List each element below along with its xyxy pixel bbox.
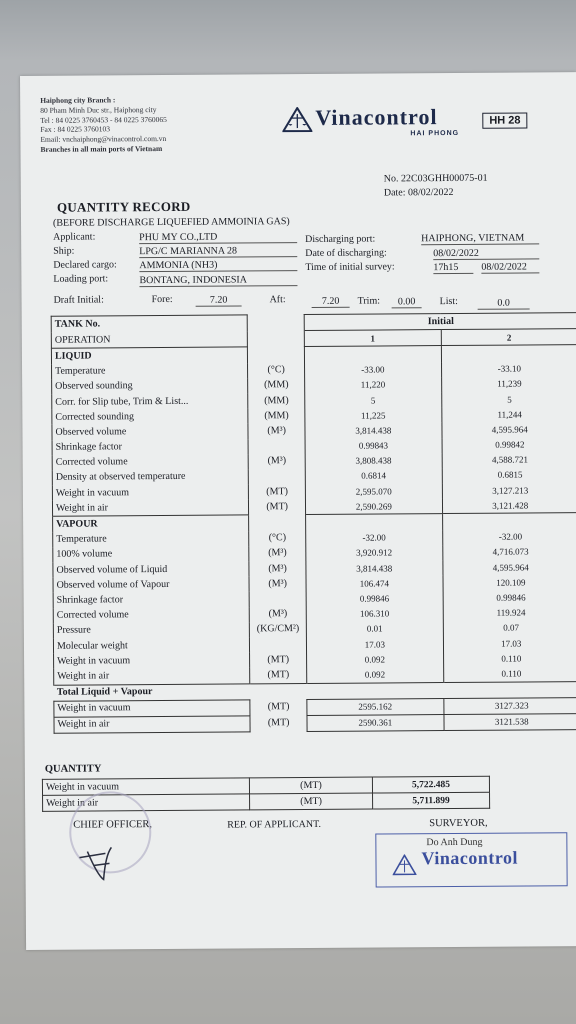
tank-1-value: 106.310 [306, 606, 443, 622]
row-label: Molecular weight [53, 637, 249, 654]
row-unit: (M³) [268, 608, 288, 620]
row-unit [248, 439, 305, 455]
tank-2-value: 0.99846 [443, 589, 576, 605]
row-label: Temperature [52, 363, 248, 380]
row-label: Corrected volume [53, 607, 249, 624]
list-label: List: [439, 295, 458, 308]
applicant-value: PHU MY CO.,LTD [139, 231, 297, 244]
tank-1-value: 3,920.912 [306, 545, 443, 561]
tank-2-value: 4,716.073 [442, 544, 576, 560]
row-label: Corrected sounding [52, 409, 248, 426]
page-subtitle: (BEFORE DISCHARGE LIQUEFIED AMMOINIA GAS) [52, 216, 290, 229]
tank-1-value: 0.99843 [305, 438, 442, 454]
trim-value: 0.00 [392, 296, 422, 308]
tank-2-value: 3,121.428 [442, 497, 576, 514]
row-label: Observed volume of Liquid [53, 561, 249, 578]
logo-name: Vinacontrol [315, 104, 438, 130]
tank-2-value: 11,244 [441, 406, 576, 422]
applicant-rep-label: REP. OF APPLICANT. [227, 818, 322, 831]
row-label: Weight in vacuum [52, 484, 248, 501]
aft-label: Aft: [269, 294, 286, 306]
tank-2-value: 3,127.213 [442, 482, 576, 498]
stamp-scale-icon [392, 854, 416, 876]
row-unit: (M³) [267, 425, 286, 437]
table-row [54, 713, 576, 733]
branch-info [40, 95, 167, 155]
scale-icon [282, 107, 312, 133]
branch-title: Haiphong city Branch : [40, 95, 116, 105]
row-unit [248, 469, 305, 485]
row-unit [249, 591, 306, 607]
tank-2-value: 4,595.964 [442, 559, 576, 575]
tank-1-value: 0.99846 [306, 590, 443, 606]
row-unit [250, 637, 307, 653]
tank-1-value: 5 [305, 392, 442, 408]
row-unit: (MM) [264, 379, 289, 391]
row-label: Weight in vacuum [54, 700, 250, 718]
row-unit: (M³) [268, 577, 288, 590]
record-number: No. 22C03GHH00075-01 [383, 172, 488, 185]
surveyor-stamp [375, 832, 567, 887]
draft-label: Draft Initial: [53, 294, 104, 306]
tank-2-value: 0.6815 [442, 467, 576, 483]
tank-2-value: 4,595.964 [441, 421, 576, 437]
liquid-section-label: LIQUID [51, 347, 247, 364]
tank-2-value: 3121.538 [444, 713, 576, 730]
tank-2-value: 0.110 [443, 665, 576, 682]
row-unit: (MM) [264, 394, 289, 406]
row-unit: (MT) [267, 669, 290, 681]
row-label: 100% volume [53, 546, 249, 563]
aft-value: 7.20 [312, 296, 350, 308]
total-section-label: Total Liquid + Vapour [54, 683, 250, 701]
row-unit: (MT) [266, 501, 289, 513]
row-label: Corr. for Slip tube, Trim & List... [52, 393, 248, 410]
branch-email: Email: vnchaiphong@vinacontrol.com.vn [40, 134, 167, 145]
row-label: Weight in air [52, 500, 248, 517]
tank-1-value: -32.00 [306, 530, 443, 546]
vinacontrol-logo [282, 104, 460, 138]
tank-1-value: 2595.162 [307, 698, 444, 715]
row-unit: (MT) [267, 701, 290, 713]
chief-signature [75, 835, 155, 886]
quantity-label: QUANTITY [44, 763, 102, 775]
row-unit: (MM) [264, 409, 289, 422]
tank-label: TANK No. [51, 315, 247, 333]
tank-2-value: 0.07 [443, 620, 576, 636]
tank-2-value: 120.109 [443, 574, 576, 590]
row-unit: (M³) [267, 455, 287, 467]
row-label: Shrinkage factor [53, 592, 249, 609]
branch-fax: Fax : 84 0225 3760103 [40, 124, 110, 135]
tank-1-header: 1 [304, 330, 441, 347]
trim-label: Trim: [357, 295, 381, 307]
qty-unit: (MT) [249, 777, 372, 794]
tank-1-value: -33.00 [305, 362, 442, 378]
tank-1-value: 0.092 [307, 651, 444, 667]
tank-1-value: 0.092 [307, 666, 444, 683]
row-unit: (°C) [268, 532, 287, 544]
tank-2-value: -32.00 [442, 529, 576, 545]
row-label: Density at observed temperature [52, 469, 248, 486]
disport-label: Discharging port: [305, 233, 376, 246]
branch-address: 80 Pham Minh Duc str., Haiphong city [40, 104, 157, 115]
vapour-section-label: VAPOUR [53, 515, 249, 532]
row-label: Shrinkage factor [52, 439, 248, 456]
branch-note: Branches in all main ports of Vietnam [40, 143, 163, 154]
tank-2-header: 2 [441, 329, 576, 346]
tank-1-value: 0.6814 [305, 468, 442, 484]
tank-2-value: 0.110 [443, 650, 576, 666]
row-unit: (M³) [268, 562, 287, 574]
qty-value: 5,711.899 [373, 792, 490, 809]
tank-2-value: 5 [441, 391, 576, 407]
tank-2-value: 11,239 [441, 376, 576, 392]
ship-label: Ship: [53, 245, 75, 257]
tank-2-value: 119.924 [443, 605, 576, 621]
tank-2-value: 0.99842 [442, 437, 576, 453]
branch-tel: Tel : 84 0225 3760453 - 84 0225 3760065 [40, 114, 167, 125]
page-title: QUANTITY RECORD [56, 198, 191, 215]
fore-value: 7.20 [196, 294, 242, 306]
cargo-label: Declared cargo: [53, 259, 117, 271]
row-label: Observed volume [52, 424, 248, 441]
ship-value: LPG/C MARIANNA 28 [139, 245, 297, 258]
chief-officer-label: CHIEF OFFICER, [73, 819, 153, 831]
tank-1-value: 11,220 [305, 377, 442, 393]
record-date: Date: 08/02/2022 [383, 186, 454, 199]
cargo-value: AMMONIA (NH3) [139, 259, 297, 272]
initial-label: Initial [304, 313, 576, 331]
row-label: Temperature [53, 531, 249, 548]
surveyor-label: SURVEYOR, [429, 817, 488, 830]
row-unit: (MT) [267, 717, 290, 729]
quantity-record-sheet [20, 72, 576, 950]
applicant-label: Applicant: [53, 231, 96, 243]
row-unit: (M³) [268, 547, 287, 559]
row-unit: (°C) [267, 364, 285, 376]
tank-1-value: 3,814.438 [305, 422, 442, 438]
list-value: 0.0 [478, 297, 530, 309]
loading-label: Loading port: [53, 273, 109, 285]
tank-2-value: 4,588.721 [442, 452, 576, 468]
liquid-rows [52, 361, 576, 517]
stamp-name: Vinacontrol [421, 847, 519, 869]
qty-label: Weight in air [43, 794, 250, 812]
surveyor-name: Do Anh Dung [426, 836, 483, 849]
qty-value: 5,722.485 [372, 776, 489, 793]
form-code: HH 28 [482, 112, 527, 128]
survey-time-value: 17h15 [433, 262, 473, 274]
logo-sub: HAI PHONG [410, 129, 460, 138]
tank-1-value: 17.03 [307, 636, 444, 652]
row-unit: (MT) [266, 485, 288, 497]
loading-value: BONTANG, INDONESIA [139, 274, 297, 287]
measurement-table [51, 312, 576, 734]
survey-time-label: Time of initial survey: [305, 261, 395, 274]
tank-2-value: 17.03 [443, 635, 576, 651]
tank-1-value: 3,808.438 [305, 453, 442, 469]
qty-unit: (MT) [250, 793, 373, 810]
tank-2-value: 3127.323 [443, 697, 576, 714]
discharge-date-label: Date of discharging: [305, 247, 387, 260]
row-unit: (MT) [267, 653, 290, 666]
row-label: Weight in vacuum [54, 653, 250, 670]
disport-value: HAIPHONG, VIETNAM [421, 232, 539, 245]
discharge-date-value: 08/02/2022 [433, 247, 539, 260]
tank-1-value: 2,595.070 [305, 483, 442, 499]
tank-1-value: 11,225 [305, 407, 442, 423]
tank-1-value: 2,590.269 [306, 498, 443, 515]
row-label: Observed sounding [52, 378, 248, 395]
survey-date-value: 08/02/2022 [481, 261, 539, 273]
operation-label: OPERATION [51, 331, 247, 349]
row-label: Weight in air [54, 716, 250, 734]
tank-1-value: 106.474 [306, 575, 443, 591]
tank-2-value: -33.10 [441, 361, 576, 377]
row-label: Weight in air [54, 668, 250, 685]
tank-1-value: 3,814.438 [306, 560, 443, 576]
tank-1-value: 2590.361 [307, 714, 444, 731]
vapour-rows [53, 529, 576, 685]
row-unit: (KG/CM²) [256, 623, 300, 635]
qty-label: Weight in vacuum [42, 778, 249, 796]
row-label: Corrected volume [52, 454, 248, 471]
tank-1-value: 0.01 [306, 621, 443, 637]
fore-label: Fore: [151, 293, 173, 306]
row-label: Pressure [53, 622, 249, 639]
row-label: Observed volume of Vapour [53, 577, 249, 594]
total-rows [54, 697, 576, 733]
